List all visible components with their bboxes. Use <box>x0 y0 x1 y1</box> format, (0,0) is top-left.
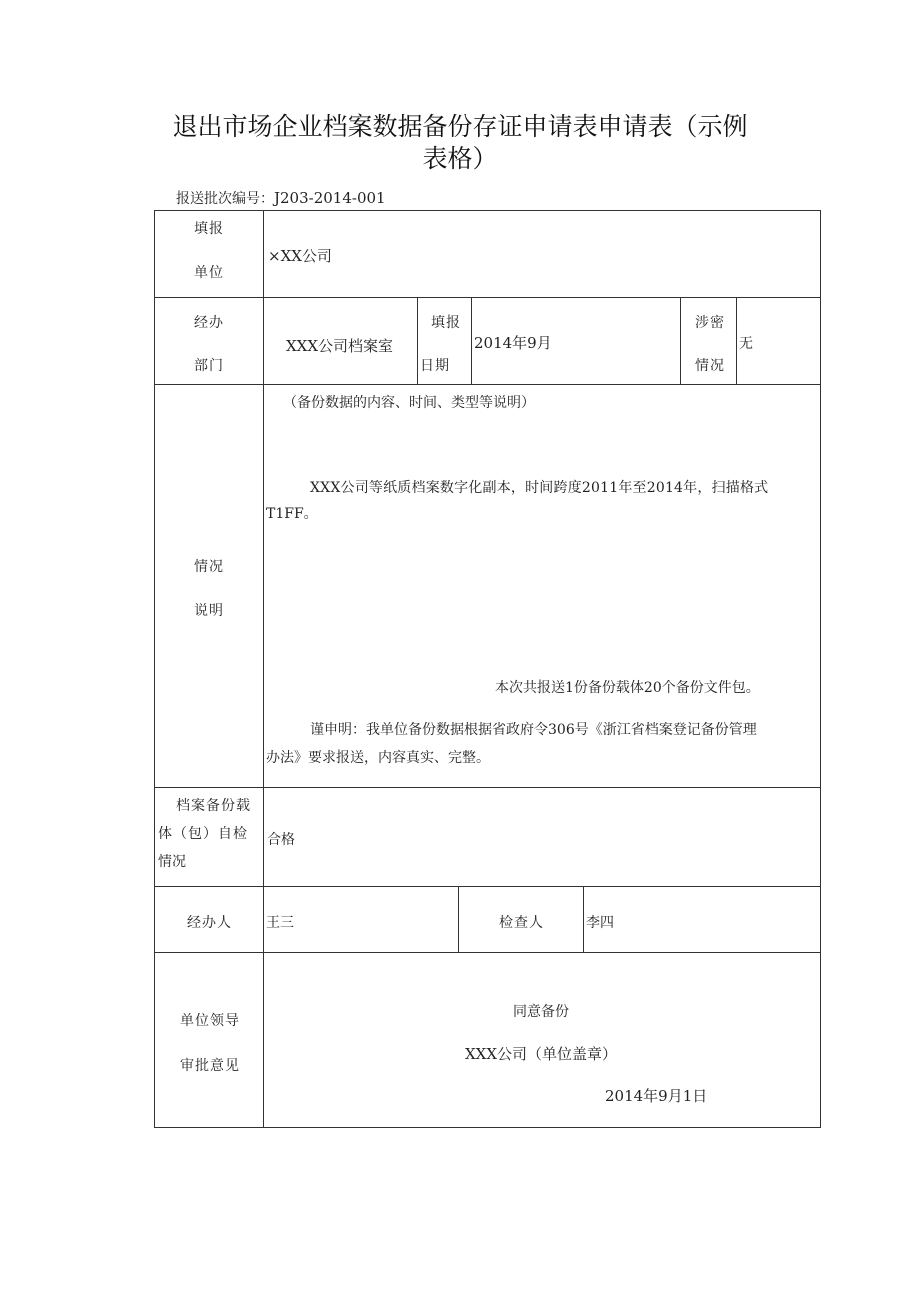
checker-value: 李四 <box>586 915 614 931</box>
table-border-top <box>154 210 821 211</box>
approval-date: 2014年9月1日 <box>605 1087 708 1105</box>
checker-label: 检查人 <box>499 915 544 931</box>
check-label-line3: 情况 <box>158 854 186 870</box>
row-divider <box>154 886 821 887</box>
approval-label-top: 单位领导 <box>180 1013 240 1029</box>
col-divider <box>417 297 418 385</box>
col-divider <box>583 886 584 953</box>
col-divider <box>458 886 459 953</box>
handler-label: 经办人 <box>187 915 232 931</box>
desc-paragraph-line2: T1FF。 <box>266 506 318 522</box>
row-divider <box>154 297 821 298</box>
row-divider <box>154 384 821 385</box>
secret-value: 无 <box>739 336 753 352</box>
form-title-line1: 退出市场企业档案数据备份存证申请表申请表（示例 <box>172 112 748 141</box>
date-label-top: 填报 <box>431 315 461 331</box>
batch-number-value: J203-2014-001 <box>274 189 386 207</box>
table-border-bottom <box>154 1127 821 1128</box>
unit-label-top: 填报 <box>194 221 224 237</box>
secret-label-bottom: 情况 <box>695 358 725 374</box>
desc-paragraph-line1: XXX公司等纸质档案数字化副本，时间跨度2011年至2014年，扫描格式 <box>310 480 769 496</box>
desc-summary: 本次共报送1份备份载体20个备份文件包。 <box>495 680 760 696</box>
dept-label-top: 经办 <box>194 315 224 331</box>
col-divider <box>680 297 681 385</box>
table-border-left <box>154 210 155 1128</box>
batch-number-label: 报送批次编号： <box>176 191 274 207</box>
desc-label-top: 情况 <box>194 559 224 575</box>
batch-number <box>176 188 386 208</box>
approval-label-bottom: 审批意见 <box>180 1058 240 1074</box>
secret-label-top: 涉密 <box>695 315 725 331</box>
desc-declaration-line2: 办法》要求报送，内容真实、完整。 <box>266 750 490 766</box>
date-value: 2014年9月 <box>474 334 552 352</box>
col-divider <box>736 297 737 385</box>
form-title-line2: 表格） <box>422 144 498 173</box>
check-label-line2: 体（包）自检 <box>158 826 248 842</box>
row-divider <box>154 952 821 953</box>
desc-label-bottom: 说明 <box>194 603 224 619</box>
desc-declaration-line1: 谨申明：我单位备份数据根据省政府令306号《浙江省档案登记备份管理 <box>310 722 757 738</box>
dept-value: XXX公司档案室 <box>286 337 394 355</box>
label-column-divider <box>263 210 264 1128</box>
handler-value: 王三 <box>266 915 294 931</box>
dept-label-bottom: 部门 <box>194 358 224 374</box>
desc-hint: （备份数据的内容、时间、类型等说明） <box>283 395 535 411</box>
col-divider <box>471 297 472 385</box>
table-border-right <box>820 210 821 1128</box>
approval-opinion: 同意备份 <box>513 1004 569 1020</box>
unit-label-bottom: 单位 <box>194 265 224 281</box>
approval-company-seal: XXX公司（单位盖章） <box>465 1045 618 1063</box>
row-divider <box>154 787 821 788</box>
check-value: 合格 <box>267 832 295 848</box>
check-label-line1: 档案备份载 <box>176 798 251 814</box>
unit-value: ×XX公司 <box>268 247 332 265</box>
date-label-bottom: 日期 <box>420 358 450 374</box>
